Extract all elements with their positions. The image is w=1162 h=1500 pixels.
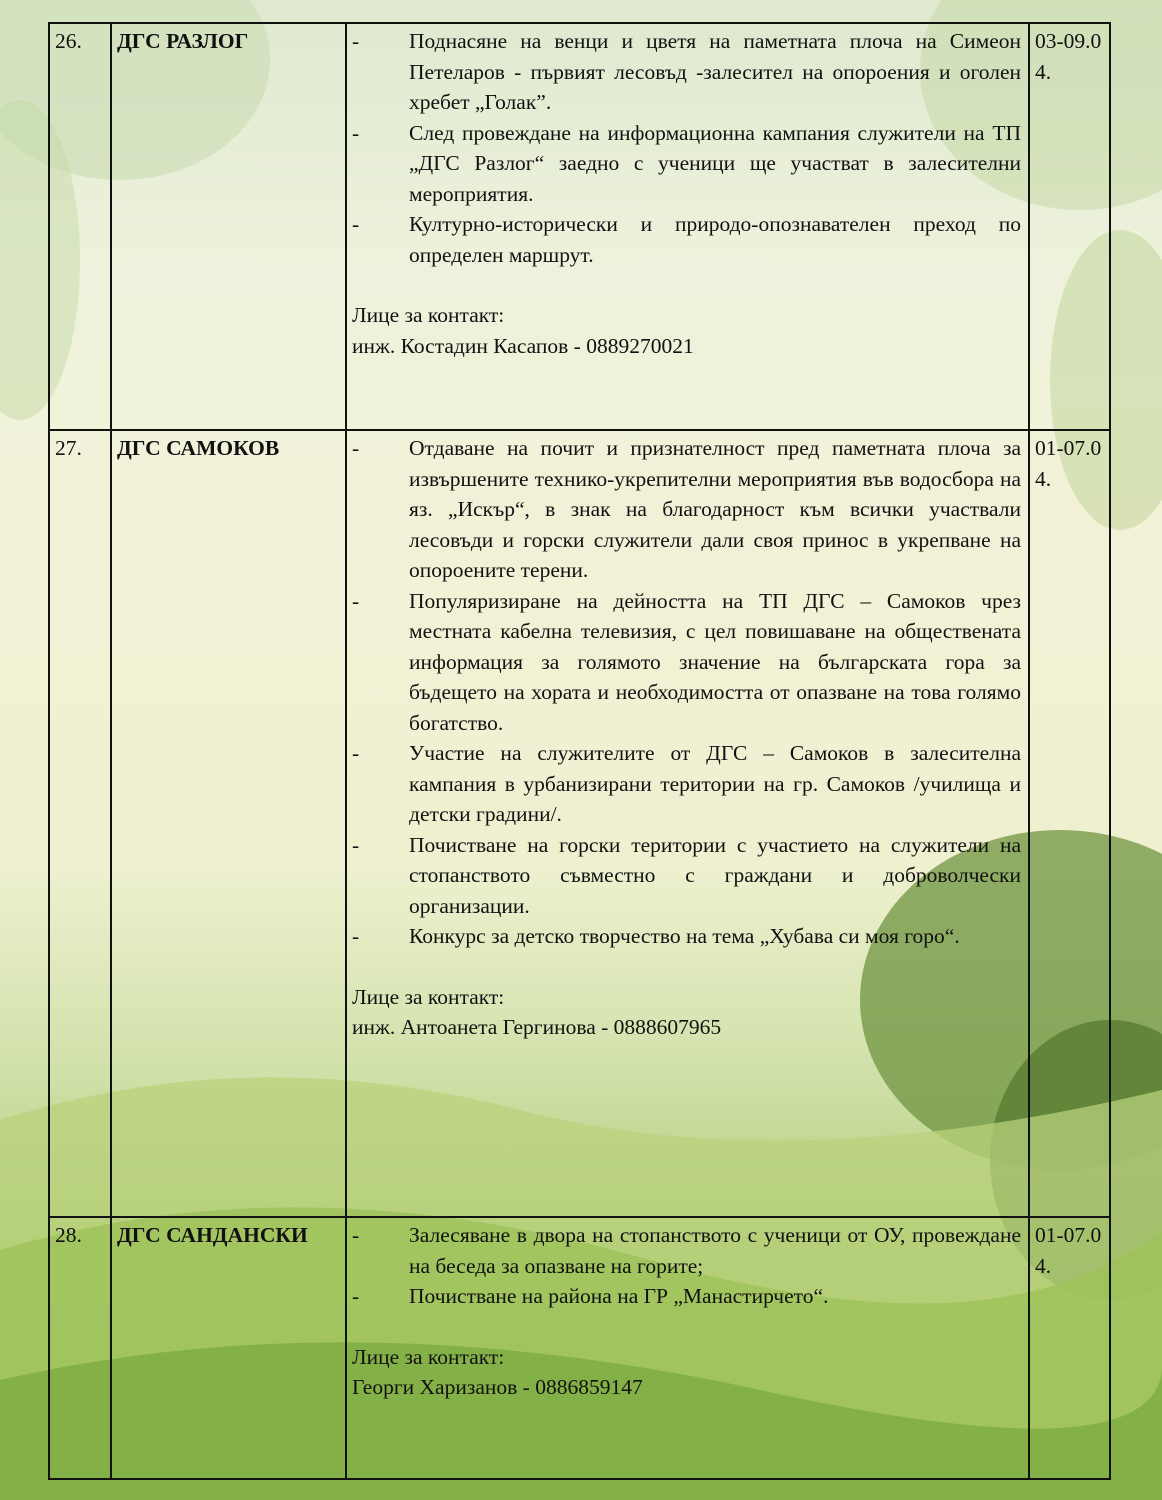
activity-item: - Отдаване на почит и признателност пред паметната плоча за извършените технико-укрепителни мероприятия във водосбора на яз. „Искър“, в знак на благодарност към всички участвали лесовъди и горски служители дали своя принос в укрепване на опороените терени. xyxy=(352,433,1023,586)
activity-item: - Участие на служителите от ДГС – Самоков в залесителна кампания в урбанизирани територии на гр. Самоков /училища и детски градини/. xyxy=(352,738,1023,830)
row-number: 28. xyxy=(49,1217,111,1479)
contact-person: инж. Костадин Касапов - 0889270021 xyxy=(352,333,694,358)
contact-person: Георги Харизанов - 0886859147 xyxy=(352,1375,643,1399)
organization-name: ДГС САНДАНСКИ xyxy=(111,1217,346,1479)
activities-list xyxy=(352,433,1023,952)
event-date: 01-07.04. xyxy=(1029,1217,1110,1479)
row-number: 26. xyxy=(49,23,111,430)
organization-name: ДГС САМОКОВ xyxy=(111,430,346,1217)
row-number: 27. xyxy=(49,430,111,1217)
table-row xyxy=(49,23,1110,430)
activity-item: - Залесяване в двора на стопанството с ученици от ОУ, провеждане на беседа за опазване на горите; xyxy=(352,1220,1023,1281)
contact-label: Лице за контакт: xyxy=(352,984,505,1009)
activity-item: - Поднасяне на венци и цветя на паметната плоча на Симеон Петеларов - първият лесовъд -залесител на опороения и оголен хребет „Голак”. xyxy=(352,26,1023,118)
event-date: 01-07.04. xyxy=(1029,430,1110,1217)
table-row xyxy=(49,1217,1110,1479)
organization-name: ДГС РАЗЛОГ xyxy=(111,23,346,430)
activity-item: - Популяризиране на дейността на ТП ДГС – Самоков чрез местната кабелна телевизия, с цел повишаване на обществената информация за голямото значение на българската гора за бъдещето на хората и необходимостта от опазване на това голямо богатство. xyxy=(352,586,1023,739)
activities-cell xyxy=(346,430,1029,1217)
events-table xyxy=(48,22,1111,1480)
activity-item: - След провеждане на информационна кампания служители на ТП „ДГС Разлог“ заедно с ученици ще участват в залесителни мероприятия. xyxy=(352,118,1023,210)
activity-item: - Почистване на района на ГР „Манастирчето“. xyxy=(352,1281,1023,1312)
activities-list xyxy=(352,26,1023,270)
activities-cell xyxy=(346,23,1029,430)
activity-item: - Културно-исторически и природо-опознавателен преход по определен маршрут. xyxy=(352,209,1023,270)
activities-cell xyxy=(346,1217,1029,1479)
activity-item: - Почистване на горски територии с участието на служители на стопанството съвместно с граждани и доброволчески организации. xyxy=(352,830,1023,922)
activities-list xyxy=(352,1220,1023,1312)
contact-label: Лице за контакт: xyxy=(352,1344,505,1369)
activity-item: - Конкурс за детско творчество на тема „Хубава си моя горо“. xyxy=(352,921,1023,952)
table-row xyxy=(49,430,1110,1217)
contact-person: инж. Антоанета Гергинова - 0888607965 xyxy=(352,1015,722,1039)
event-date: 03-09.04. xyxy=(1029,23,1110,430)
contact-label: Лице за контакт: xyxy=(352,303,505,327)
